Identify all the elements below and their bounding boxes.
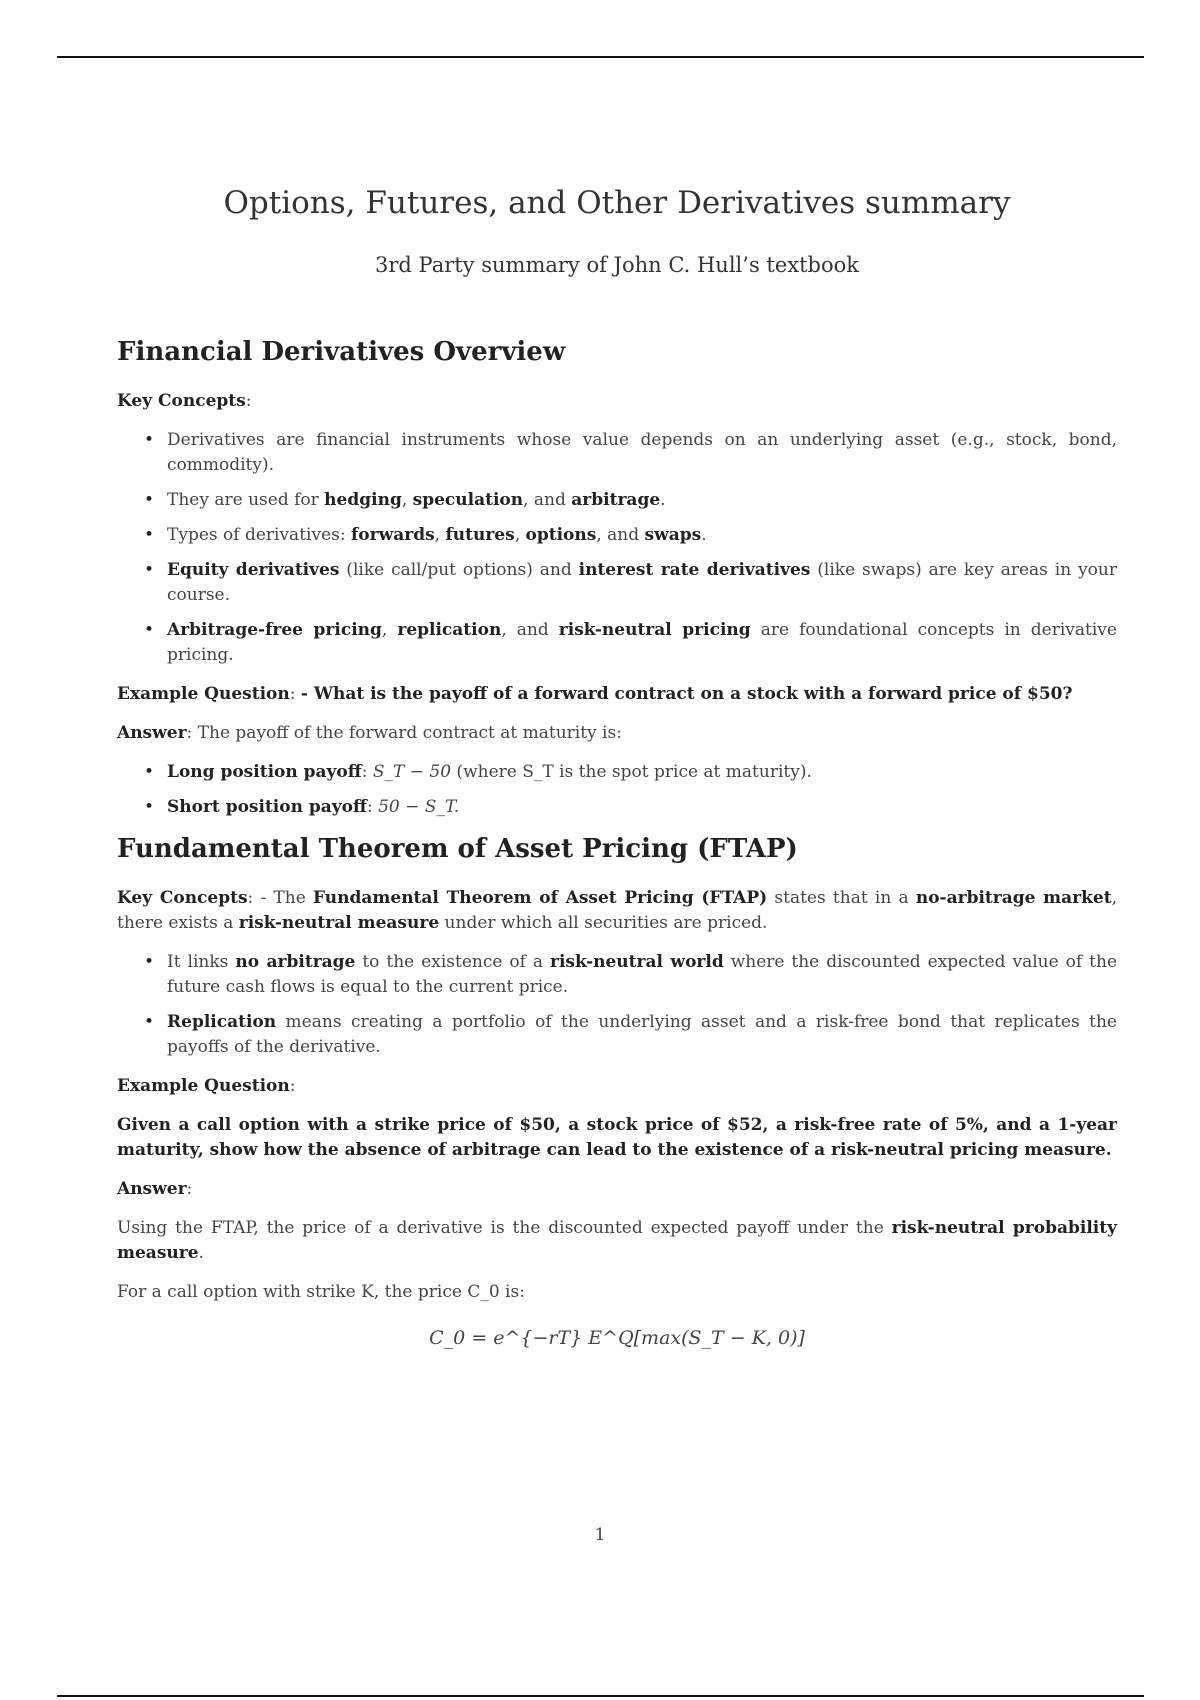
bullet-text: Types of derivatives: [167, 525, 351, 545]
bold-term: speculation [412, 490, 524, 510]
math-formula: 50 − S_T. [378, 797, 460, 817]
bold-term: replication [397, 620, 502, 640]
bold-term: Equity derivatives [167, 560, 340, 580]
answer-text: Using the FTAP, the price of a derivative is the discounted expected payoff under the [117, 1218, 892, 1238]
bullet-text: They are used for [167, 490, 325, 510]
key-concepts-label: Key Concepts [117, 888, 248, 908]
list-item: • Short position payoff: 50 − S_T. [117, 795, 1117, 820]
example-question-text: Given a call option with a strike price of $50, a stock price of $52, a risk-free rate of 5%, and a 1-year maturity, show how the absence of arbitrage can lead to the existence of a risk-neutral pricing measure. [117, 1115, 1117, 1160]
answer-label: Answer [117, 723, 187, 743]
bold-term: risk-neutral world [550, 952, 724, 972]
key-concepts-paragraph: Key Concepts: [117, 391, 252, 411]
bold-term: futures [445, 525, 515, 545]
example-question-paragraph: Example Question: - What is the payoff of a forward contract on a stock with a forward price of $50? [117, 684, 1073, 704]
bold-term: risk-neutral measure [238, 913, 440, 933]
bottom-rule [57, 1695, 1144, 1697]
list-item [117, 1010, 1117, 1060]
top-rule [57, 56, 1144, 58]
list-item [117, 428, 1117, 478]
bold-term: no-arbitrage market [915, 888, 1112, 908]
bold-term: swaps [644, 525, 702, 545]
bullet-text: where the discounted expected value of the future cash flows is equal to the current price. [167, 952, 1118, 997]
bold-term: hedging [324, 490, 402, 510]
bold-term: options [525, 525, 597, 545]
bold-term: interest rate derivatives [578, 560, 811, 580]
answer-label: Answer [117, 1179, 187, 1199]
paragraph-text: under which all securities are priced. [439, 913, 768, 933]
answer-paragraph: Answer: The payoff of the forward contract at maturity is: [117, 723, 622, 743]
bold-term: Short position payoff [167, 797, 367, 817]
list-item: • Arbitrage-free pricing, replication, and risk-neutral pricing are foundational concepts in derivative pricing. [117, 618, 1117, 668]
example-question-text: - What is the payoff of a forward contract on a stock with a forward price of $50? [300, 684, 1073, 704]
paragraph-text: - The [253, 888, 313, 908]
ftap-answer-label-paragraph: Answer: [117, 1179, 193, 1199]
list-item: • Long position payoff: S_T − 50 (where S_T is the spot price at maturity). [117, 760, 1117, 785]
bold-term: arbitrage [571, 490, 661, 510]
ftap-key-concepts-paragraph: Key Concepts: - The Fundamental Theorem of Asset Pricing (FTAP) states that in a no-arbitrage market, there exists a risk-neutral measure under which all securities are priced. [117, 888, 1117, 933]
call-option-text: For a call option with strike K, the price C_0 is: [117, 1282, 525, 1302]
bold-term: Replication [167, 1012, 277, 1032]
bullet-text: (like swaps) are key areas in your course. [167, 560, 1117, 605]
list-item: • They are used for hedging, speculation, and arbitrage. [117, 488, 1117, 513]
document-page [117, 185, 1117, 1377]
section-heading-overview: Financial Derivatives Overview [117, 337, 566, 367]
bullet-text: (where S_T is the spot price at maturity). [451, 762, 812, 782]
bold-term: no arbitrage [235, 952, 356, 972]
pricing-formula: C_0 = e^{−rT} E^Q[max(S_T − K, 0)] [429, 1327, 805, 1349]
bullet-text: (like call/put options) and [339, 560, 579, 580]
bullet-text: are foundational concepts in derivative pricing. [167, 620, 1117, 665]
example-question-label: Example Question [117, 684, 290, 704]
document-title: Options, Futures, and Other Derivatives summary [223, 185, 1011, 221]
paragraph-text: states that in a [767, 888, 916, 908]
bold-term: Fundamental Theorem of Asset Pricing (FTAP) [313, 888, 768, 908]
paragraph-text: , there exists a [117, 888, 1117, 933]
list-item: • Types of derivatives: forwards, futures, options, and swaps. [117, 523, 1117, 548]
section-heading-ftap: Fundamental Theorem of Asset Pricing (FTAP) [117, 834, 798, 864]
ftap-example-question-label-paragraph: Example Question: [117, 1076, 296, 1096]
call-option-paragraph [117, 1280, 1117, 1305]
page-number: 1 [594, 1525, 606, 1545]
math-formula: S_T − 50 [372, 762, 452, 782]
ftap-bullets [117, 950, 1117, 1060]
bullet-text: , and [501, 620, 559, 640]
payoff-bullets [117, 760, 1117, 820]
key-concepts-label: Key Concepts [117, 391, 246, 411]
bold-term: risk-neutral pricing [558, 620, 751, 640]
bold-term: forwards [350, 525, 435, 545]
bold-term: risk-neutral probability measure [117, 1218, 1117, 1263]
bold-term: Arbitrage-free pricing [167, 620, 382, 640]
ftap-answer-paragraph: Using the FTAP, the price of a derivative is the discounted expected payoff under the risk-neutral probability measure. [117, 1218, 1117, 1263]
ftap-example-question-paragraph [117, 1113, 1117, 1163]
bold-term: Long position payoff [167, 762, 362, 782]
bullet-text: , and [596, 525, 645, 545]
bullet-text: , and [523, 490, 572, 510]
list-item [117, 950, 1117, 1000]
answer-text: The payoff of the forward contract at maturity is: [192, 723, 622, 743]
document-subtitle: 3rd Party summary of John C. Hull’s textbook [374, 253, 859, 277]
bullet-text: means creating a portfolio of the underlying asset and a risk-free bond that replicates the payoffs of the derivative. [167, 1012, 1117, 1057]
bullet-text: Derivatives are financial instruments whose value depends on an underlying asset (e.g., stock, bond, commodity). [167, 430, 1117, 475]
overview-bullets [117, 428, 1117, 668]
list-item [117, 558, 1117, 608]
bullet-text: It links [167, 952, 236, 972]
bullet-text: to the existence of a [355, 952, 550, 972]
example-question-label: Example Question [117, 1076, 290, 1096]
